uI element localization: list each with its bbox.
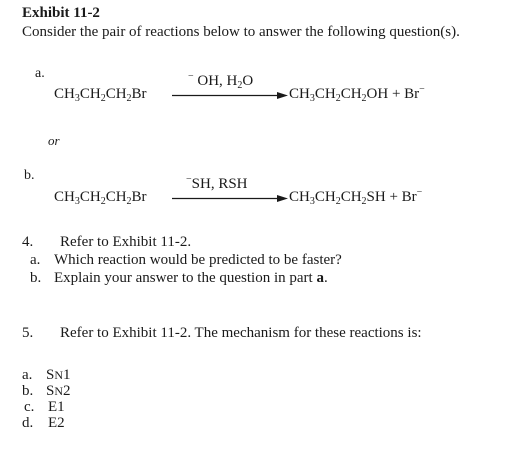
choice-d-text: E2 <box>48 415 65 431</box>
reaction-b-arrow <box>172 192 288 205</box>
question-5-text: Refer to Exhibit 11-2. The mechanism for these reactions is: <box>60 325 422 341</box>
reaction-a-label: a. <box>35 66 45 81</box>
reaction-b-reagent: −SH, RSH <box>186 174 248 192</box>
reaction-a-arrow <box>172 89 288 102</box>
choice-c-label: c. <box>24 399 35 415</box>
exhibit-title: Exhibit 11-2 <box>22 5 100 21</box>
choice-b-text: SN2 <box>46 383 71 399</box>
choice-a-label: a. <box>22 367 33 383</box>
choice-b-label: b. <box>22 383 34 399</box>
question-4-number: 4. <box>22 234 34 250</box>
question-4a-text: Which reaction would be predicted to be faster? <box>54 252 342 268</box>
reaction-b-label: b. <box>24 168 35 183</box>
reaction-a-reagent: − OH, $H_2O$ <box>188 71 254 91</box>
reaction-a-reactant: $CH_3CH_2CH_2Br$ <box>54 86 147 104</box>
question-4b-text: Explain your answer to the question in part a. <box>54 270 328 286</box>
question-4a-label: a. <box>30 252 41 268</box>
choice-d-label: d. <box>22 415 34 431</box>
reaction-a-product: $CH_3CH_2CH_2OH + Br^-$ <box>289 84 425 104</box>
question-4-text: Refer to Exhibit 11-2. <box>60 234 192 250</box>
reaction-b-reactant: $CH_3CH_2CH_2Br$ <box>54 189 147 207</box>
question-4b-label: b. <box>30 270 42 286</box>
question-5-number: 5. <box>22 325 34 341</box>
reaction-connector-or: or <box>48 133 60 148</box>
exhibit-intro: Consider the pair of reactions below to answer the following question(s). <box>22 24 460 40</box>
choice-c-text: E1 <box>48 399 65 415</box>
choice-a-text: SN1 <box>46 367 71 383</box>
reaction-b-product: $CH_3CH_2CH_2SH + Br^-$ <box>289 187 423 207</box>
